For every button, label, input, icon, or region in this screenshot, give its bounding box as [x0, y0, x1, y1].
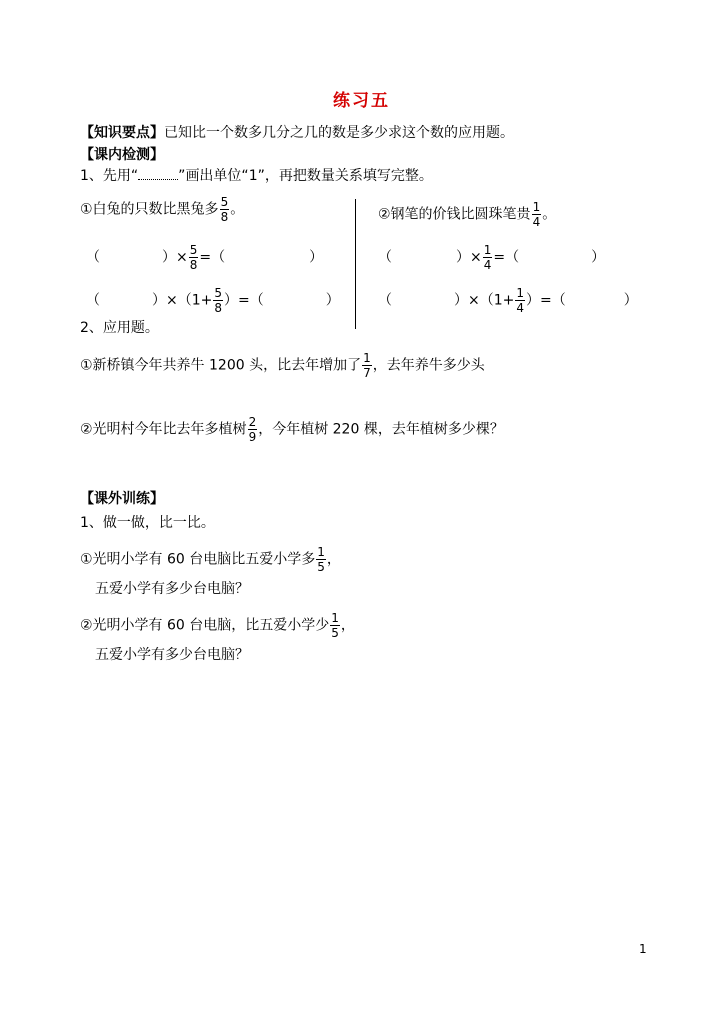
fraction-numerator: 2 [248, 415, 257, 429]
outclass-problem2 [80, 612, 355, 639]
paren-close: ） [309, 249, 324, 266]
paren-open: （ [86, 292, 100, 309]
page-title: 练习五 [333, 91, 390, 111]
fraction-denominator: 9 [248, 430, 257, 444]
fraction [515, 287, 525, 314]
times-one-plus: ）×（1+ [454, 292, 515, 309]
fraction-denominator: 8 [214, 301, 223, 315]
column-divider [355, 199, 356, 329]
fraction [483, 244, 493, 271]
fraction-numerator: 1 [331, 611, 339, 625]
left-row2 [86, 287, 340, 314]
fraction-numerator: 1 [516, 286, 525, 300]
problem-text-end: ，去年养牛多少头 [372, 357, 485, 374]
paren-open: （ [378, 292, 392, 309]
fraction-numerator: 1 [317, 545, 325, 559]
right-prompt-end: 。 [542, 206, 557, 223]
times-sign: ）× [162, 249, 188, 266]
problem-text: ①光明小学有 60 台电脑比五爱小学多 [80, 551, 316, 568]
fraction-numerator: 5 [189, 243, 198, 257]
fraction-numerator: 5 [214, 286, 223, 300]
fraction-denominator: 5 [317, 560, 325, 574]
knowledge-section [80, 124, 514, 142]
right-prompt [378, 201, 556, 228]
fraction [362, 352, 372, 379]
left-prompt [80, 196, 244, 223]
inclass-label: 【课内检测】 [80, 147, 164, 163]
problem-text: ②光明小学有 60 台电脑，比五爱小学少 [80, 617, 330, 634]
inclass-q2-heading: 2、应用题。 [80, 320, 159, 336]
problem-text: ①新桥镇今年共养牛 1200 头，比去年增加了 [80, 357, 362, 374]
left-prompt-end: 。 [230, 201, 245, 218]
fraction-numerator: 5 [220, 195, 229, 209]
inclass-q2-problem2 [80, 416, 504, 443]
fraction-denominator: 4 [483, 258, 492, 272]
page-number: 1 [639, 942, 647, 956]
fraction [189, 244, 199, 271]
paren-open: （ [86, 249, 100, 266]
problem-text-end: ， [326, 551, 341, 568]
times-sign: ）× [456, 249, 482, 266]
knowledge-text: 已知比一个数多几分之几的数是多少求这个数的应用题。 [164, 125, 514, 141]
paren-open: （ [378, 249, 392, 266]
equals-sign: =（ [199, 249, 226, 266]
outclass-problem1-question: 五爱小学有多少台电脑？ [95, 581, 249, 597]
q1-pre: 1、先用“ [80, 168, 139, 184]
fraction-numerator: 1 [532, 200, 541, 214]
right-row1 [378, 244, 605, 271]
unit-underline [138, 167, 178, 180]
fraction-numerator: 1 [363, 351, 371, 365]
outclass-q1: 1、做一做，比一比。 [80, 515, 215, 531]
equals-sign: ）=（ [224, 292, 264, 309]
fraction [248, 416, 258, 443]
q1-post: 画出单位“1”，再把数量关系填写完整。 [185, 168, 433, 184]
left-row1 [86, 244, 323, 271]
knowledge-label: 【知识要点】 [80, 125, 164, 141]
fraction [316, 546, 326, 573]
left-prompt-text: ①白兔的只数比黑兔多 [80, 201, 219, 218]
fraction [532, 201, 542, 228]
outclass-label: 【课外训练】 [80, 491, 164, 507]
right-prompt-text: ②钢笔的价钱比圆珠笔贵 [378, 206, 531, 223]
problem-text-end: ， [340, 617, 355, 634]
equals-sign: =（ [493, 249, 520, 266]
times-one-plus: ）×（1+ [152, 292, 213, 309]
inclass-q2-problem1 [80, 352, 485, 379]
fraction-denominator: 4 [532, 215, 541, 229]
fraction [220, 196, 230, 223]
outclass-problem2-question: 五爱小学有多少台电脑？ [95, 647, 249, 663]
fraction-denominator: 5 [331, 626, 339, 640]
inclass-q1-instruction [80, 167, 433, 185]
q1-quote-close: ” [178, 168, 186, 184]
equals-sign: ）=（ [526, 292, 566, 309]
fraction-denominator: 8 [189, 258, 198, 272]
problem-text-end: ，今年植树 220 棵，去年植树多少棵？ [258, 421, 504, 438]
right-row2 [378, 287, 638, 314]
paren-close: ） [591, 249, 606, 266]
problem-text: ②光明村今年比去年多植树 [80, 421, 247, 438]
fraction [330, 612, 340, 639]
fraction [213, 287, 223, 314]
fraction-denominator: 4 [516, 301, 525, 315]
fraction-denominator: 7 [363, 366, 371, 380]
fraction-denominator: 8 [220, 210, 229, 224]
paren-close: ） [623, 292, 638, 309]
paren-close: ） [325, 292, 340, 309]
outclass-problem1 [80, 546, 341, 573]
fraction-numerator: 1 [483, 243, 492, 257]
